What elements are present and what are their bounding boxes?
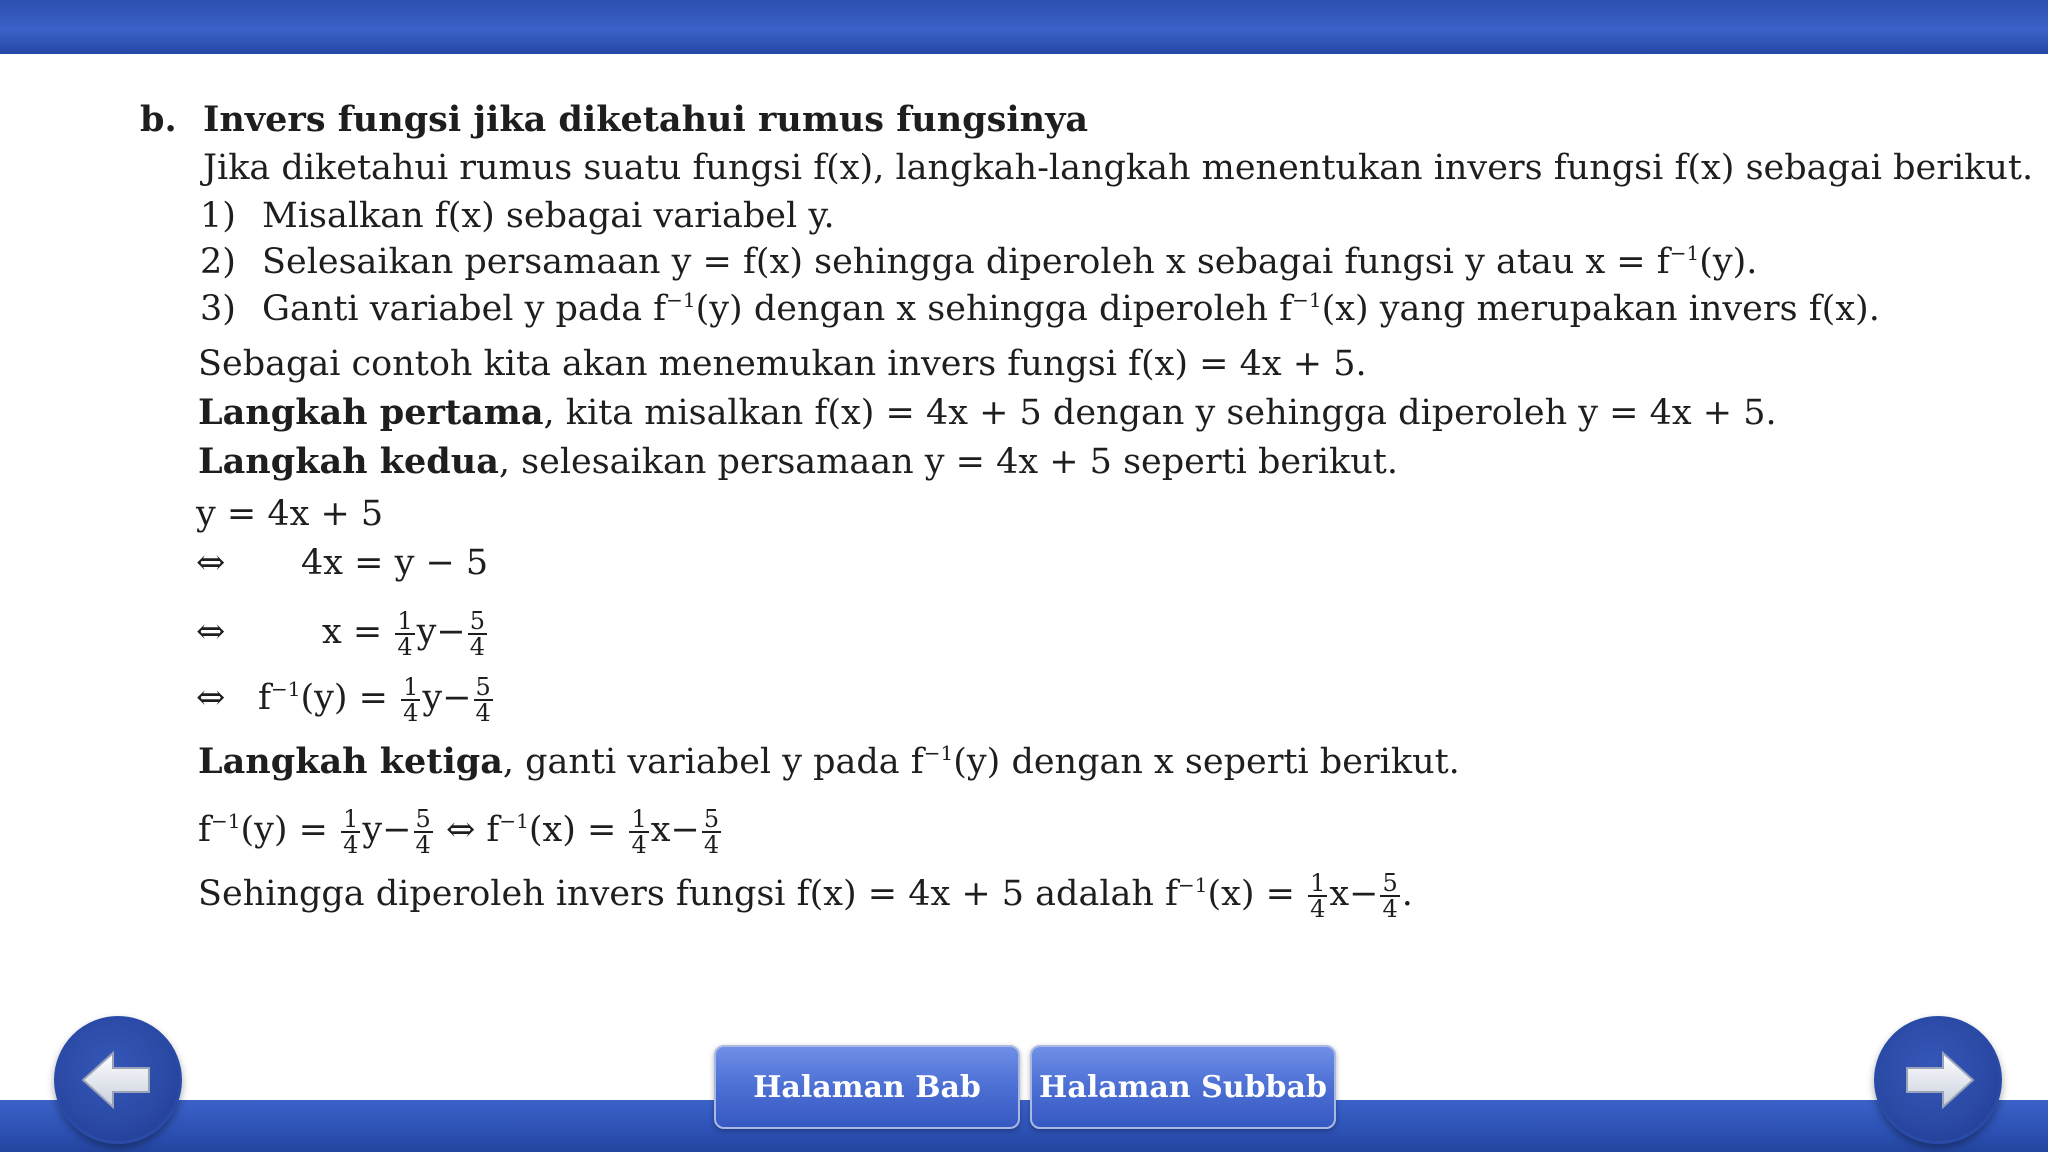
step-text: Selesaikan persamaan y = f(x) sehingga diperoleh x sebagai fungsi y atau x = f xyxy=(262,242,1670,282)
equivalence-icon: ⇔ f xyxy=(445,810,500,850)
step-number: 3) xyxy=(200,289,236,329)
step-text: Ganti variabel y pada f xyxy=(262,289,667,329)
superscript: −1 xyxy=(666,288,696,312)
step-item xyxy=(200,240,1757,284)
variable: x xyxy=(650,810,671,850)
section-title: Invers fungsi jika diketahui rumus fungsinya xyxy=(203,99,1089,140)
function-name: f xyxy=(198,810,211,850)
arrow-left-icon xyxy=(57,1019,179,1141)
step-text: (y). xyxy=(1699,242,1758,282)
equation-lhs: (x) = xyxy=(528,810,617,850)
step-number: 2) xyxy=(200,242,236,282)
step-number: 1) xyxy=(200,196,236,236)
step-item xyxy=(200,287,1880,331)
period: . xyxy=(1401,874,1413,914)
step-text: (y) dengan x seperti berikut. xyxy=(953,742,1460,782)
section-marker: b. xyxy=(140,99,177,140)
variable: x xyxy=(1329,874,1350,914)
step-text: Misalkan f(x) sebagai variabel y. xyxy=(262,196,835,236)
chapter-page-button[interactable]: Halaman Bab xyxy=(714,1045,1020,1129)
example-step-2 xyxy=(198,440,1398,484)
arrow-right-icon xyxy=(1877,1019,1999,1141)
superscript: −1 xyxy=(1178,873,1208,897)
equivalence-icon: ⇔ xyxy=(196,543,226,583)
section-intro: Jika diketahui rumus suatu fungsi f(x), langkah-langkah menentukan invers fungsi f(x) sebagai berikut. xyxy=(203,148,2034,188)
final-equation xyxy=(198,802,723,858)
equivalence-icon: ⇔ xyxy=(196,678,226,718)
equation-lhs: (y) = xyxy=(240,810,328,850)
step-text: , selesaikan persamaan y = 4x + 5 seperti berikut. xyxy=(498,442,1398,482)
superscript: −1 xyxy=(1292,288,1322,312)
superscript: −1 xyxy=(499,809,529,833)
section-heading xyxy=(140,98,1088,142)
variable: y xyxy=(362,810,383,850)
equation-line xyxy=(196,670,495,726)
variable: y xyxy=(416,612,437,652)
fraction: $\frac{5}{4}$ xyxy=(475,672,491,727)
fraction: $\frac{5}{4}$ xyxy=(415,804,431,859)
minus-sign: − xyxy=(670,810,700,850)
bottom-banner xyxy=(0,1100,2048,1152)
fraction: $\frac{5}{4}$ xyxy=(703,804,720,859)
step-text: (x) yang merupakan invers f(x). xyxy=(1321,289,1880,329)
example-step-3 xyxy=(198,740,1460,784)
superscript: −1 xyxy=(1669,241,1700,265)
step-text: (y) dengan x sehingga diperoleh f xyxy=(695,289,1293,329)
step-item xyxy=(200,194,835,238)
superscript: −1 xyxy=(270,677,301,701)
equation-line xyxy=(196,604,489,660)
equation-lhs: (y) = xyxy=(300,678,388,718)
fraction: $\frac{5}{4}$ xyxy=(469,606,486,661)
minus-sign: − xyxy=(382,810,412,850)
fraction: $\frac{1}{4}$ xyxy=(403,672,419,727)
equation-line xyxy=(196,541,488,585)
step-text: , ganti variabel y pada f xyxy=(502,742,924,782)
minus-sign: − xyxy=(442,678,472,718)
equation-lhs: x = xyxy=(322,612,383,652)
conclusion xyxy=(198,866,1413,922)
fraction: $\frac{1}{4}$ xyxy=(397,606,413,661)
step-label: Langkah kedua xyxy=(198,441,499,482)
back-button[interactable] xyxy=(54,1016,182,1144)
equivalence-icon: ⇔ xyxy=(196,612,226,652)
next-button[interactable] xyxy=(1874,1016,2002,1144)
fraction: $\frac{1}{4}$ xyxy=(343,804,359,859)
function-name: f xyxy=(258,678,271,718)
equation-text: 4x = y − 5 xyxy=(301,543,489,583)
superscript: −1 xyxy=(923,741,954,765)
step-text: , kita misalkan f(x) = 4x + 5 dengan y sehingga diperoleh y = 4x + 5. xyxy=(543,393,1777,433)
subchapter-page-button[interactable]: Halaman Subbab xyxy=(1030,1045,1336,1129)
conclusion-text: Sehingga diperoleh invers fungsi f(x) = 4x + 5 adalah f xyxy=(198,874,1178,914)
step-label: Langkah pertama xyxy=(198,392,544,433)
superscript: −1 xyxy=(210,809,241,833)
example-intro: Sebagai contoh kita akan menemukan invers fungsi f(x) = 4x + 5. xyxy=(198,344,1367,384)
minus-sign: − xyxy=(1349,874,1379,914)
minus-sign: − xyxy=(436,612,466,652)
step-label: Langkah ketiga xyxy=(198,741,503,782)
conclusion-text: (x) = xyxy=(1207,874,1295,914)
fraction: $\frac{1}{4}$ xyxy=(631,804,647,859)
fraction: $\frac{1}{4}$ xyxy=(1310,868,1326,923)
variable: y xyxy=(422,678,443,718)
equation-line: y = 4x + 5 xyxy=(196,494,384,534)
example-step-1 xyxy=(198,391,1777,435)
fraction: $\frac{5}{4}$ xyxy=(1382,868,1398,923)
